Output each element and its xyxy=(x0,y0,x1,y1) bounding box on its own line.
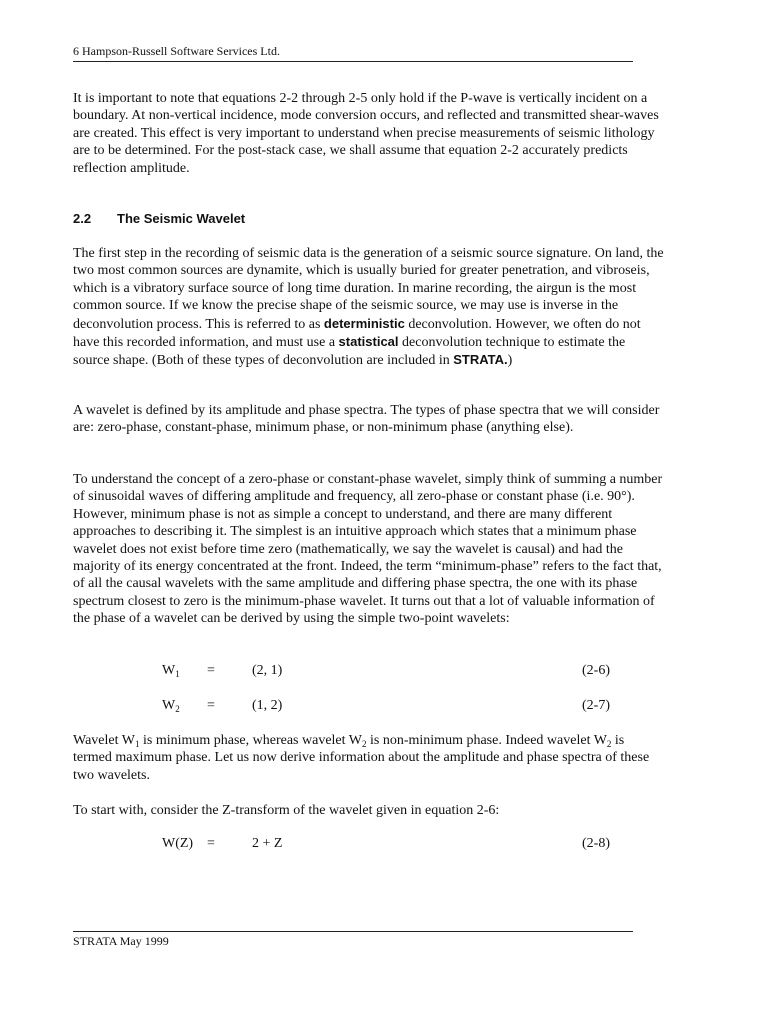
equation-rhs: (2, 1) xyxy=(252,663,283,678)
paragraph-seismic-source xyxy=(73,245,665,370)
equation-2-6 xyxy=(73,662,633,680)
running-footer: STRATA May 1999 xyxy=(73,934,169,948)
equation-number: (2-8) xyxy=(582,836,610,851)
header-rule xyxy=(73,61,633,62)
equation-lhs: $W_1$ xyxy=(162,663,180,679)
section-title: The Seismic Wavelet xyxy=(117,211,246,226)
text-run: ) xyxy=(507,353,513,369)
paragraph-wavelet-definition: A wavelet is defined by its amplitude and phase spectra. The types of phase spectra that we will consider are: zero-phase, constant-phase, minimum phase, or non-minimum phase (anything else). xyxy=(73,403,660,436)
equation-number: (2-7) xyxy=(582,698,610,713)
text-run: deconvolution technique to estimate the source shape. (Both of these types of deconvolution are included in xyxy=(73,335,626,369)
equation-2-7 xyxy=(73,697,633,715)
paragraph-phase-concepts: To understand the concept of a zero-phase or constant-phase wavelet, simply think of summing a number of sinusoidal waves of differing amplitude and frequency, all zero-phase or constant phase (i.e. 90°). However, minimum phase is not as simple a concept to understand, and there are many different approaches to describing it. The simplest is an intuitive approach which states that a minimum phase wavelet does not exist before time zero (mathematically, we say the wavelet is causal) and had the majority of its energy concentrated at the front. Indeed, the term “minimum-phase” refers to the fact that, of all the causal wavelets with the same amplitude and differing phase spectra, the one with its phase spectrum closest to zero is the minimum-phase wavelet. It turns out that a lot of valuable information of the phase of a wavelet can be derived by using the simple two-point wavelets: xyxy=(73,472,663,627)
term-statistical: statistical xyxy=(338,334,399,350)
equation-rhs: (1, 2) xyxy=(252,698,283,713)
term-strata: STRATA. xyxy=(453,352,508,368)
document-page xyxy=(73,0,664,1024)
equation-lhs: $W_2$ xyxy=(162,698,180,714)
paragraph-min-max-phase: Wavelet $W_1$ is minimum phase, whereas wavelet $W_2$ is non-minimum phase. Indeed wavelet $W_2$ is termed maximum phase. Let us now derive information about the amplitude and phase spectra of these two wavelets. xyxy=(73,733,650,783)
equation-operator: = xyxy=(207,836,215,851)
running-header: 6 Hampson-Russell Software Services Ltd. xyxy=(73,44,280,58)
equation-rhs: 2 + Z xyxy=(252,836,283,851)
term-deterministic: deterministic xyxy=(323,315,405,331)
footer-rule xyxy=(73,931,633,932)
section-number: 2.2 xyxy=(73,211,92,226)
equation-2-8 xyxy=(73,835,633,853)
text-run: The first step in the recording of seismic data is the generation of a seismic source signature. On land, the two most common sources are dynamite, which is usually buried for greater penetration, and vibroseis, which is a vibratory surface source of long time duration. In marine recording, the airgun is the most common source. If we know the precise shape of the seismic source, we may use is inverse in the deconvolution process. This is referred to as xyxy=(73,246,664,332)
section-heading xyxy=(73,211,245,227)
paragraph-z-transform-intro: To start with, consider the Z-transform of the wavelet given in equation 2-6: xyxy=(73,803,500,818)
equation-operator: = xyxy=(207,698,215,713)
text-run: deconvolution. However, we often do not have this recorded information, and must use a xyxy=(73,316,641,351)
paragraph-p-wave-note: It is important to note that equations 2-2 through 2-5 only hold if the P-wave is vertically incident on a boundary. At non-vertical incidence, mode conversion occurs, and reflected and transmitted shear-waves are created. This effect is very important to understand when precise measurements of seismic lithology are to be determined. For the post-stack case, we shall assume that equation 2-2 accurately predicts reflection amplitude. xyxy=(73,91,659,176)
equation-number: (2-6) xyxy=(582,663,610,678)
equation-lhs: W(Z) xyxy=(162,836,194,851)
equation-operator: = xyxy=(207,663,215,678)
